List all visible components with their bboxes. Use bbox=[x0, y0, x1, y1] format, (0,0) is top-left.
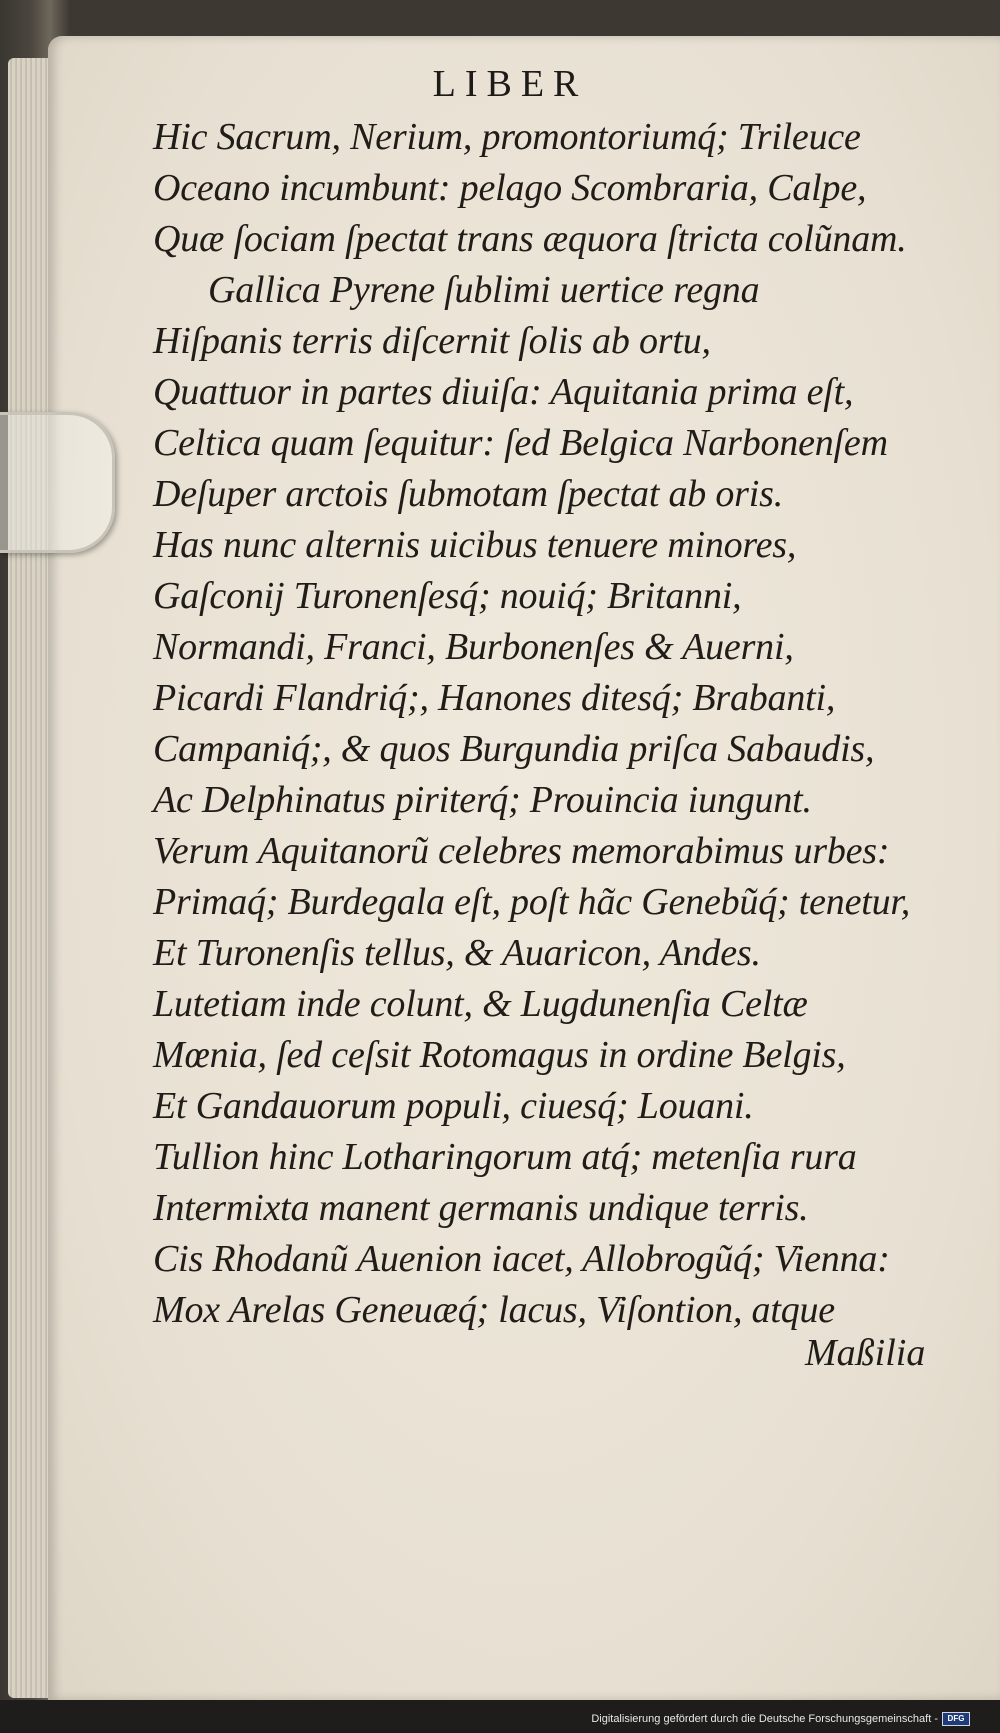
verse-line: Deſuper arctois ſubmotam ſpectat ab oris. bbox=[153, 473, 784, 515]
verse-line: Mœnia, ſed ceſsit Rotomagus in ordine Belgis, bbox=[153, 1034, 846, 1076]
verse-list bbox=[153, 112, 973, 1336]
page-clip bbox=[0, 412, 115, 553]
verse-line: Intermixta manent germanis undique terris. bbox=[153, 1187, 809, 1229]
verse-line: Mox Arelas Geneuæq́; lacus, Viſontion, atque bbox=[153, 1289, 835, 1331]
verse-line: Et Gandauorum populi, ciuesq́; Louani. bbox=[153, 1085, 754, 1127]
verse-line: Verum Aquitanorũ celebres memorabimus urbes: bbox=[153, 830, 890, 872]
verse-line: Celtica quam ſequitur: ſed Belgica Narbonenſem bbox=[153, 422, 888, 464]
verse-line: Normandi, Franci, Burbonenſes & Auerni, bbox=[153, 626, 794, 668]
funding-credit-text: Digitalisierung gefördert durch die Deutsche Forschungsgemeinschaft - bbox=[591, 1712, 938, 1725]
verse-line: Quattuor in partes diuiſa: Aquitania prima eſt, bbox=[153, 371, 854, 413]
dfg-logo: DFG bbox=[942, 1712, 970, 1726]
verse-line: Oceano incumbunt: pelago Scombraria, Calpe, bbox=[153, 167, 867, 209]
verse-line: Has nunc alternis uicibus tenuere minores, bbox=[153, 524, 797, 566]
verse-line: Quæ ſociam ſpectat trans æquora ſtricta colũnam. bbox=[153, 218, 907, 260]
catchword: Maßilia bbox=[805, 1332, 926, 1374]
verse-line: Picardi Flandriq́;, Hanones ditesq́; Brabanti, bbox=[153, 677, 836, 719]
verse-line: Hiſpanis terris diſcernit ſolis ab ortu, bbox=[153, 320, 711, 362]
verse-line: Campaniq́;, & quos Burgundia priſca Sabaudis, bbox=[153, 728, 875, 770]
verse-line: Primaq́; Burdegala eſt, poſt hãc Genebũq́; tenetur, bbox=[153, 881, 911, 923]
verse-line: Cis Rhodanũ Auenion iacet, Allobrogũq́; Vienna: bbox=[153, 1238, 890, 1280]
funding-credit bbox=[591, 1712, 970, 1726]
verse-line: Gallica Pyrene ſublimi uertice regna bbox=[208, 269, 760, 311]
verse-line: Ac Delphinatus piriterq́; Prouincia iungunt. bbox=[153, 779, 812, 821]
verse-line: Hic Sacrum, Nerium, promontoriumq́; Trileuce bbox=[153, 116, 861, 158]
running-head: LIBER bbox=[432, 63, 588, 105]
verse-line: Et Turonenſis tellus, & Auaricon, Andes. bbox=[153, 932, 761, 974]
verse-line: Lutetiam inde colunt, & Lugdunenſia Celtæ bbox=[153, 983, 808, 1025]
verse-line: Tullion hinc Lotharingorum atq́; metenſia rura bbox=[153, 1136, 857, 1178]
verse-line: Gaſconij Turonenſesq́; nouiq́; Britanni, bbox=[153, 575, 742, 617]
